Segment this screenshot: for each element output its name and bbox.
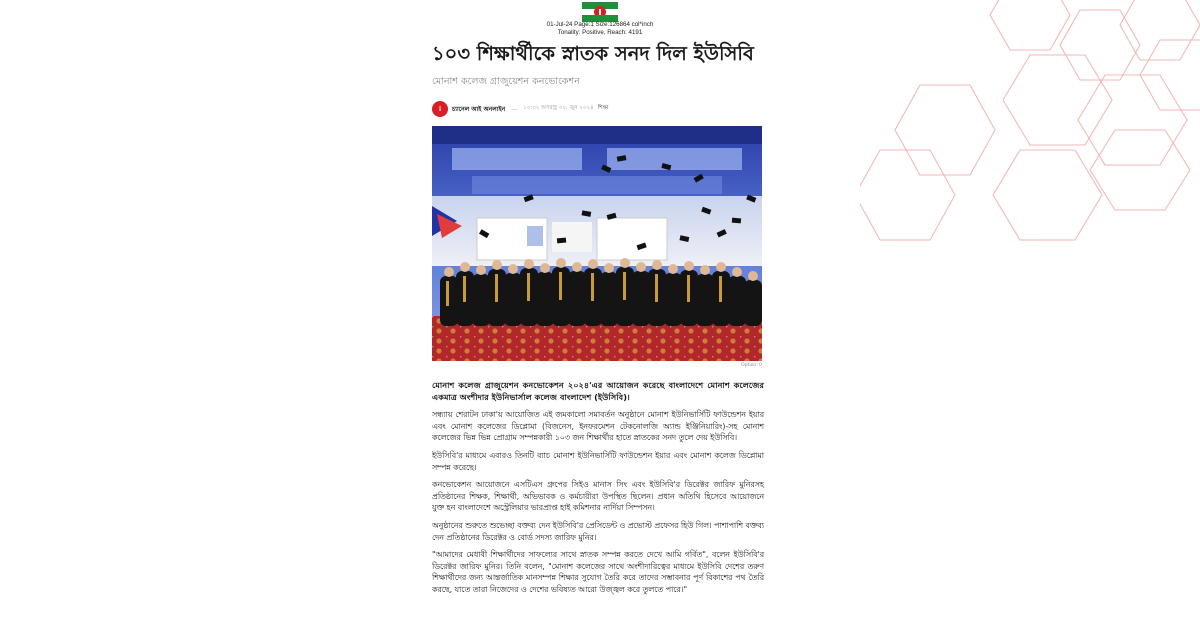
photo-caption: Option: 0 (741, 363, 762, 368)
article-headline: ১০৩ শিক্ষার্থীকে স্নাতক সনদ দিল ইউসিবি (432, 42, 754, 65)
article-paragraph-5: অনুষ্ঠানের শুরুতে শুভেচ্ছা বক্তব্য দেন ইউসিবি'র প্রেসিডেন্ট ও প্রভোস্ট প্রফেসর হিউ গিল। পাশাপাশি বক্তব্য দেন প্রতিষ্ঠানের ডিরেক্টর ও বোর্ড সদস্য জারিফ মুনির। (432, 520, 764, 542)
article-paragraph-2: সন্ধ্যায় শেরাটন ঢাকা'য় আয়োজিত এই জমকালো সমাবর্তন অনুষ্ঠানে মোনাশ ইউনিভার্সিটি ফাউন্ডেশন ইয়ার এবং মোনাশ কলেজের ডিপ্লোমা (বিজনেস, ইনফরমেশন টেকনোলজি অ্যান্ড ইঞ্জিনিয়ারিং)-সহ মোনাশ কলেজের ভিন্ন ভিন্ন প্রোগ্রাম সম্পন্নকারী ১০৩ জন শিক্ষার্থীর হাতে স্নাতকের সনদ তুলে দেয় ইউসিবি। (432, 410, 764, 443)
article-body (432, 380, 764, 602)
hexagon-pattern-decoration (860, 0, 1200, 250)
article-subhead: মোনাশ কলেজ গ্রাজুয়েশন কনভোকেশন (432, 76, 580, 87)
byline-date: ১০:৩২ অপরাহ্ণ ৩০, জুন ২০২৪ (523, 105, 594, 111)
article-paragraph-4: কনভোকেশন আয়োজনে এসটিএস গ্রুপের সিইও মানাস সিং এবং ইউসিবি'র ডিরেক্টর জারিফ মুনিরসহ প্রতিষ্ঠানের শিক্ষক, শিক্ষার্থী, অভিভাবক ও কর্মচারীরা উপস্থিত ছিলেন। প্রধান অতিথি হিসেবে আয়োজনে যুক্ত হন বাংলাদেশে অস্ট্রেলিয়ার ভারপ্রাপ্ত হাই কমিশনার নার্দিয়া সিম্পসন। (432, 480, 764, 513)
byline-category[interactable]: শিক্ষা (597, 105, 609, 111)
clip-meta-line-2: Tonality: Positive, Reach: 4191 (557, 29, 643, 36)
article-paragraph-3: ইউসিবি'র মাধ্যমে এবারও তিনটি ব্যাচ মোনাশ ইউনিভার্সিটি ফাউন্ডেশন ইয়ার এবং মোনাশ কলেজ ডিপ্লোমা সম্পন্ন করেছে। (432, 450, 764, 472)
byline-separator: — (511, 105, 518, 113)
clip-meta-line-1: 01-Jul-24 Page:1 Size:126864 col*inch (546, 21, 654, 28)
convocation-photo (432, 126, 762, 361)
channel-i-masthead-logo (582, 2, 618, 22)
channel-i-avatar-icon: i (432, 101, 448, 117)
article-paragraph-6: "আমাদের মেধাবী শিক্ষার্থীদের সাফল্যের সাথে স্নাতক সম্পন্ন করতে দেখে আমি গর্বিত", বলেন ইউসিবি'র ডিরেক্টর জারিফ মুনির। তিনি বলেন, "মোনাশ কলেজের সাথে অংশীদারিত্বের মাধ্যমে ইউসিবি দেশের তরুণ শিক্ষার্থীদের জন্য আন্তর্জাতিক মানসম্পন্ন শিক্ষার সুযোগ তৈরি করে তাদের সম্ভাবনার পূর্ণ বিকাশের পথ তৈরি করছে, যাতে তারা নিজেদের ও দেশের ভবিষ্যত আরো উজ্জ্বল করে তুলতে পারে।" (432, 550, 764, 594)
byline-author[interactable]: চ্যানেল আই অনলাইন (452, 105, 506, 113)
article-paragraph-1: মোনাশ কলেজ গ্রাজুয়েশন কনভোকেশন ২০২৪'এর আয়োজন করেছে বাংলাদেশে মোনাশ কলেজের একমাত্র অংশীদার ইউনিভার্সাল কলেজ বাংলাদেশ (ইউসিবি)। (432, 380, 764, 402)
article-byline (432, 100, 609, 118)
